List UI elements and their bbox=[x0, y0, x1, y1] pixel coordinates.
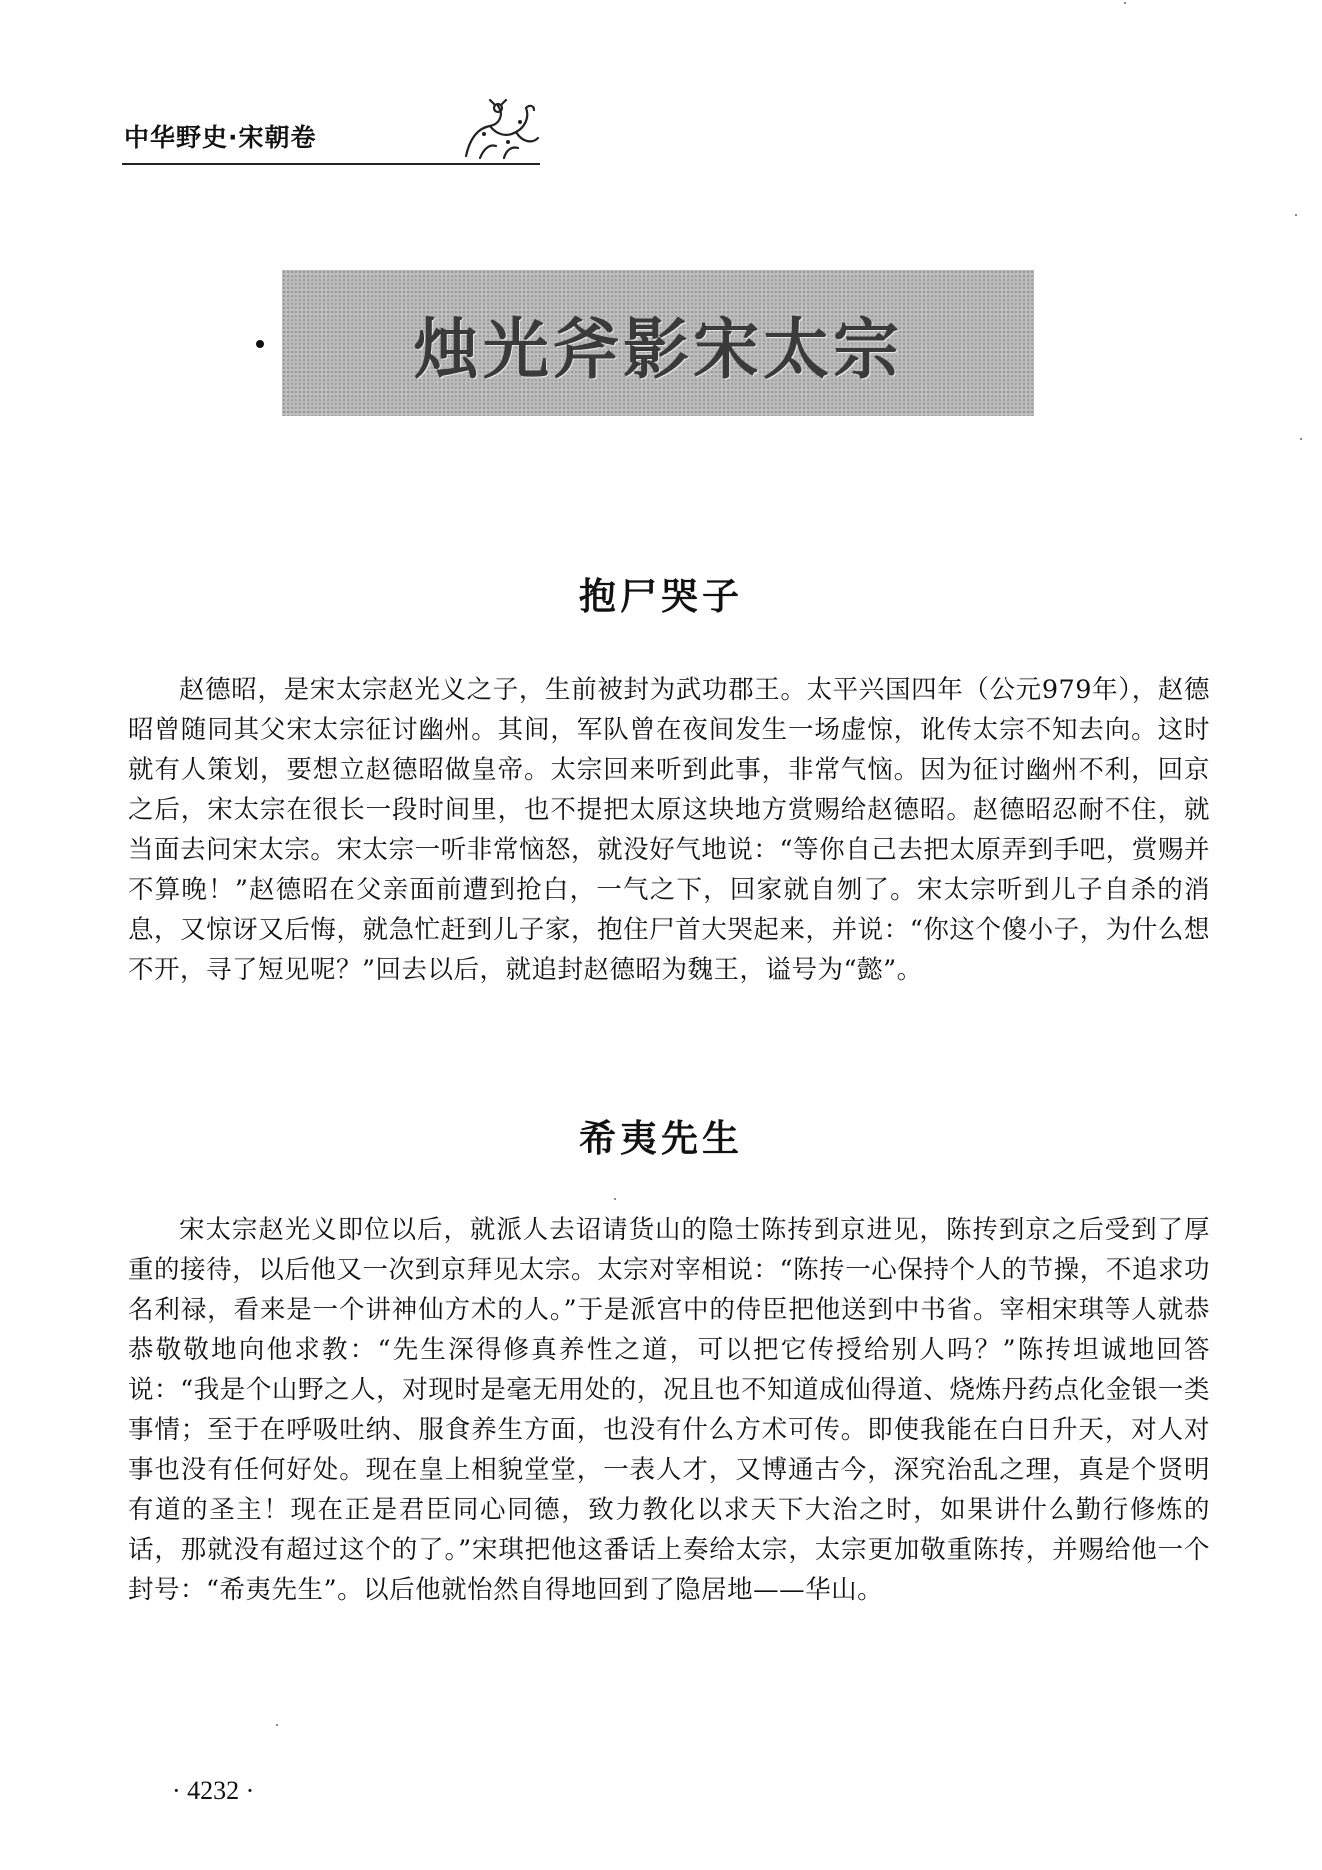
scan-speck bbox=[1295, 214, 1297, 216]
header-rule bbox=[122, 163, 540, 165]
page-number: · 4232 · bbox=[172, 1776, 255, 1805]
scan-speck bbox=[276, 1724, 278, 1726]
scan-speck bbox=[1300, 438, 1302, 440]
bullet-dot bbox=[256, 340, 264, 348]
section-body-2: 宋太宗赵光义即位以后，就派人去诏请货山的隐士陈抟到京进见，陈抟到京之后受到了厚重的接待，以后他又一次到京拜见太宗。太宗对宰相说：“陈抟一心保持个人的节操，不追求功名利禄，看来是一个讲神仙方术的人。”于是派宫中的侍臣把他送到中书省。宰相宋琪等人就恭恭敬敬地向他求教：“先生深得修真养性之道，可以把它传授给别人吗？”陈抟坦诚地回答说：“我是个山野之人，对现时是毫无用处的，况且也不知道成仙得道、烧炼丹药点化金银一类事情；至于在呼吸吐纳、服食养生方面，也没有什么方术可传。即使我能在白日升天，对人对事也没有任何好处。现在皇上相貌堂堂，一表人才，又博通古今，深究治乱之理，真是个贤明有道的圣主！现在正是君臣同心同德，致力教化以求天下大治之时，如果讲什么勤行修炼的话，那就没有超过这个的了。”宋琪把他这番话上奏给太宗，太宗更加敬重陈抟，并赐给他一个封号：“希夷先生”。以后他就怡然自得地回到了隐居地——华山。 bbox=[128, 1215, 1210, 1605]
section-title-2: 希夷先生 bbox=[579, 1117, 743, 1160]
book-title-header: 中华野史·宋朝卷 bbox=[124, 123, 317, 152]
scan-speck bbox=[614, 1198, 616, 1200]
scan-speck bbox=[1124, 2, 1126, 4]
section-body-1: 赵德昭，是宋太宗赵光义之子，生前被封为武功郡王。太平兴国四年（公元979年），赵德昭曾随同其父宋太宗征讨幽州。其间，军队曾在夜间发生一场虚惊，讹传太宗不知去向。这时就有人策划，要想立赵德昭做皇帝。太宗回来听到此事，非常气恼。因为征讨幽州不利，回京之后，宋太宗在很长一段时间里，也不提把太原这块地方赏赐给赵德昭。赵德昭忍耐不住，就当面去问宋太宗。宋太宗一听非常恼怒，就没好气地说：“等你自己去把太原弄到手吧，赏赐并不算晚！”赵德昭在父亲面前遭到抢白，一气之下，回家就自刎了。宋太宗听到儿子自杀的消息，又惊讶又后悔，就急忙赶到儿子家，抱住尸首大哭起来，并说：“你这个傻小子，为什么想不开，寻了短见呢？”回去以后，就追封赵德昭为魏王，谥号为“懿”。 bbox=[128, 675, 1210, 985]
dragon-emblem-icon bbox=[460, 98, 544, 164]
chapter-title-banner bbox=[282, 270, 1034, 416]
chapter-title: 烛光斧影宋太宗 bbox=[413, 309, 903, 388]
section-title-1: 抱尸哭子 bbox=[579, 575, 743, 618]
